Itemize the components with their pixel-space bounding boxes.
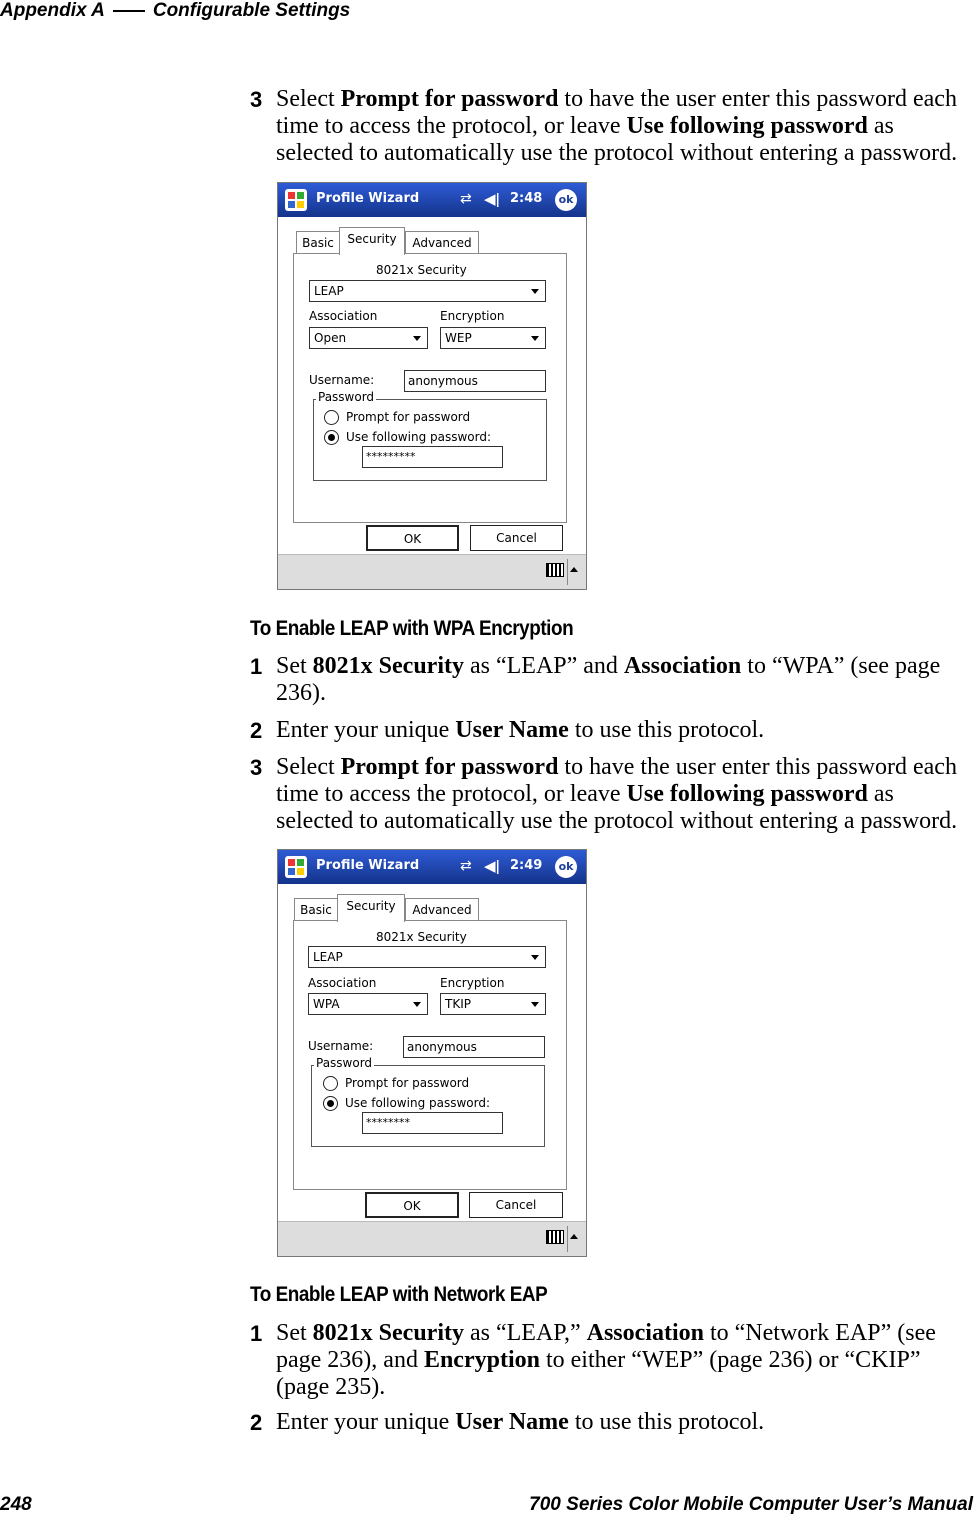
connectivity-icon[interactable]: ⇄ [460, 858, 472, 874]
security-select[interactable]: LEAP [309, 280, 546, 302]
step-3-block1 [250, 86, 970, 167]
manual-title: 700 Series Color Mobile Computer User’s Manual [529, 1494, 973, 1515]
security-label: 8021x Security [376, 930, 467, 944]
window-title: Profile Wizard [316, 858, 420, 873]
step-1-network-eap [250, 1320, 970, 1401]
menu-bar [278, 554, 586, 589]
association-select[interactable]: WPA [308, 993, 428, 1015]
radio-use-label: Use following password: [346, 430, 492, 444]
radio-prompt-label: Prompt for password [345, 1076, 470, 1090]
password-group-title: Password [318, 390, 375, 404]
section-label: Configurable Settings [152, 0, 351, 21]
step-number: 3 [250, 87, 263, 112]
encryption-select[interactable]: WEP [440, 327, 546, 349]
input-arrow-up-icon[interactable] [570, 567, 578, 572]
username-input[interactable]: anonymous [404, 370, 546, 392]
association-select[interactable]: Open [309, 327, 428, 349]
section-heading-wpa: To Enable LEAP with WPA Encryption [250, 617, 574, 640]
volume-icon[interactable]: ◀ǀ [484, 857, 500, 875]
clock[interactable]: 2:49 [510, 858, 543, 873]
chevron-down-icon [531, 289, 539, 294]
step-2-wpa [250, 717, 970, 744]
security-label: 8021x Security [376, 263, 467, 277]
encryption-label: Encryption [440, 309, 505, 323]
separator [567, 1226, 568, 1252]
username-label: Username: [309, 373, 375, 387]
password-input[interactable]: ******** [362, 1112, 503, 1134]
step-text: Select Prompt for password to have the user enter this password each time to access the protocol, or leave Use following password as selected to automatically use the protocol without entering a password. [276, 754, 958, 834]
step-text: Enter your unique User Name to use this protocol. [276, 717, 765, 743]
step-number: 1 [250, 654, 263, 679]
menu-bar [278, 1221, 586, 1256]
header-dash [113, 10, 145, 12]
step-text: Select Prompt for password to have the user enter this password each time to access the protocol, or leave Use following password as selected to automatically use the protocol without entering a password. [276, 86, 958, 166]
ok-icon[interactable]: ok [555, 189, 577, 211]
step-number: 3 [250, 755, 263, 780]
encryption-label: Encryption [440, 976, 505, 990]
cancel-button[interactable]: Cancel [470, 525, 563, 551]
username-label: Username: [308, 1039, 374, 1053]
tab-basic[interactable]: Basic [294, 898, 338, 921]
step-text: Enter your unique User Name to use this protocol. [276, 1409, 765, 1435]
password-group-title: Password [316, 1056, 373, 1070]
association-label: Association [308, 976, 377, 990]
chevron-down-icon [413, 336, 421, 341]
screenshot-profile-wizard-1 [277, 182, 587, 590]
clock[interactable]: 2:48 [510, 191, 543, 206]
encryption-select[interactable]: TKIP [440, 993, 546, 1015]
step-3-wpa [250, 754, 970, 835]
step-number: 2 [250, 718, 263, 743]
username-input[interactable]: anonymous [403, 1036, 545, 1058]
radio-prompt-for-password[interactable] [324, 410, 339, 425]
tab-advanced[interactable]: Advanced [405, 231, 479, 254]
keyboard-icon[interactable] [546, 563, 564, 577]
connectivity-icon[interactable]: ⇄ [460, 191, 472, 207]
step-text: Set 8021x Security as “LEAP,” Association to “Network EAP” (see page 236), and Encryption to either “WEP” (page 236) or “CKIP” (page 235). [276, 1320, 936, 1400]
ok-icon[interactable]: ok [555, 856, 577, 878]
window-title: Profile Wizard [316, 191, 420, 206]
page-number: 248 [0, 1494, 32, 1515]
windows-start-icon[interactable] [284, 188, 308, 212]
running-header [0, 0, 350, 22]
ok-button[interactable]: OK [366, 525, 459, 551]
title-bar [278, 850, 586, 884]
radio-use-following-password[interactable] [324, 430, 339, 445]
tab-security[interactable]: Security [337, 894, 405, 922]
password-input[interactable]: ********* [362, 446, 503, 468]
radio-prompt-for-password[interactable] [323, 1076, 338, 1091]
chevron-down-icon [531, 955, 539, 960]
volume-icon[interactable]: ◀ǀ [484, 190, 500, 208]
title-bar [278, 183, 586, 217]
association-label: Association [309, 309, 378, 323]
radio-prompt-label: Prompt for password [346, 410, 471, 424]
step-number: 1 [250, 1321, 263, 1346]
keyboard-icon[interactable] [546, 1230, 564, 1244]
ok-button[interactable]: OK [365, 1192, 459, 1218]
chevron-down-icon [531, 336, 539, 341]
appendix-label: Appendix A [0, 0, 105, 21]
security-select[interactable]: LEAP [308, 946, 546, 968]
step-2-network-eap [250, 1409, 970, 1436]
screenshot-profile-wizard-2 [277, 849, 587, 1257]
cancel-button[interactable]: Cancel [469, 1192, 563, 1218]
tab-advanced[interactable]: Advanced [405, 898, 479, 921]
step-text: Set 8021x Security as “LEAP” and Association to “WPA” (see page 236). [276, 653, 941, 706]
windows-start-icon[interactable] [284, 855, 308, 879]
separator [567, 559, 568, 585]
radio-use-following-password[interactable] [323, 1096, 338, 1111]
step-1-wpa [250, 653, 970, 707]
input-arrow-up-icon[interactable] [570, 1234, 578, 1239]
step-number: 2 [250, 1410, 263, 1435]
tab-security[interactable]: Security [339, 227, 405, 255]
tab-basic[interactable]: Basic [296, 231, 340, 254]
chevron-down-icon [413, 1002, 421, 1007]
radio-use-label: Use following password: [345, 1096, 491, 1110]
chevron-down-icon [531, 1002, 539, 1007]
section-heading-network-eap: To Enable LEAP with Network EAP [250, 1283, 548, 1306]
